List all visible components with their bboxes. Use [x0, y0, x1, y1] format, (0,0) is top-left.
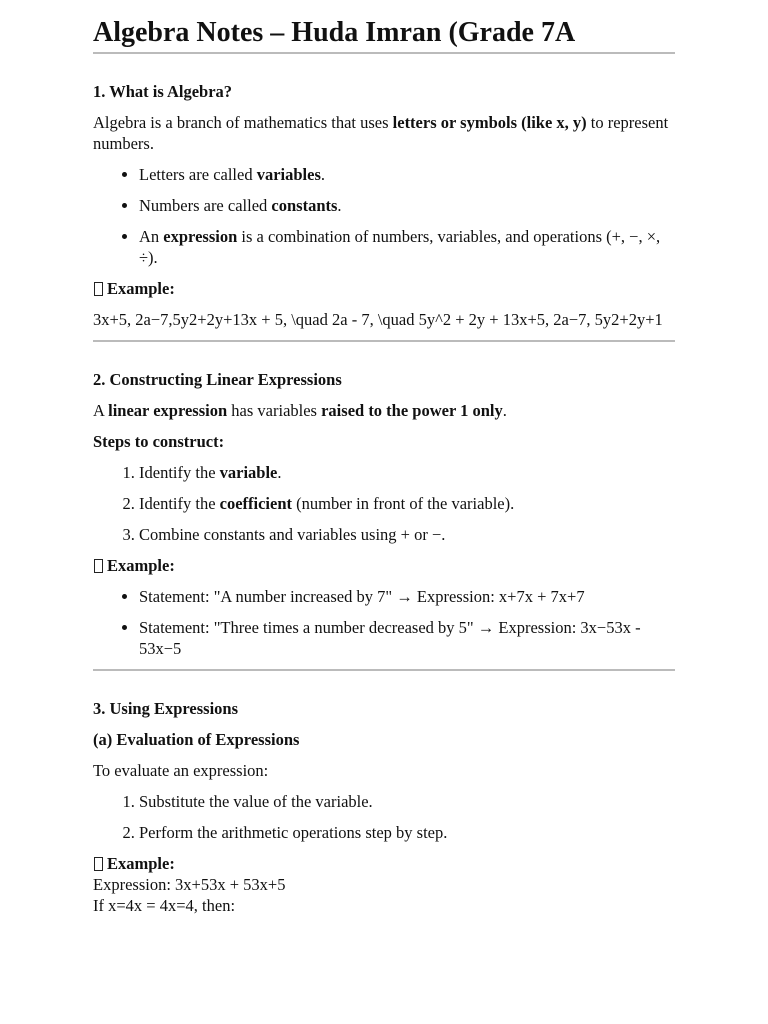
construct-steps-list — [93, 462, 675, 545]
algebra-terms-list — [93, 164, 675, 268]
section-divider — [93, 669, 675, 671]
list-item: • Letters are called variables. — [139, 164, 675, 185]
evaluation-intro: To evaluate an expression: — [93, 761, 269, 780]
example-label: Example: — [93, 555, 675, 576]
section-heading-linear-expressions: 2. Constructing Linear Expressions — [93, 370, 342, 389]
statement-examples-list — [93, 586, 675, 659]
example-label: Example: — [93, 853, 675, 874]
steps-label: Steps to construct: — [93, 432, 225, 451]
example-expressions: 3x+5, 2a−7,5y2+2y+13x + 5, \quad 2a - 7, \quad 5y^2 + 2y + 13x+5, 2a−7, 5y2+2y+1 — [93, 310, 663, 329]
linear-expression-definition: A linear expression has variables raised to the power 1 only. — [93, 401, 507, 420]
section-heading-using-expressions: 3. Using Expressions — [93, 699, 239, 718]
example-substitution-line: If x=4x = 4x=4, then: — [93, 896, 236, 915]
section-heading-what-is-algebra: 1. What is Algebra? — [93, 82, 233, 101]
list-item: 1. Substitute the value of the variable. — [139, 791, 675, 812]
example-expression-line: Expression: 3x+53x + 53x+5 — [93, 875, 286, 894]
missing-glyph-icon — [94, 857, 103, 871]
page-title: Algebra Notes – Huda Imran (Grade 7A — [93, 16, 675, 54]
list-item: • Statement: "Three times a number decreased by 5" → Expression: 3x−53x - 53x−5 — [139, 617, 675, 659]
missing-glyph-icon — [94, 282, 103, 296]
evaluation-steps-list — [93, 791, 675, 843]
sub-heading-evaluation: (a) Evaluation of Expressions — [93, 730, 300, 749]
list-item: • An expression is a combination of numbers, variables, and operations (+, −, ×, ÷). — [139, 226, 675, 268]
missing-glyph-icon — [94, 559, 103, 573]
arrow-right-icon: → — [396, 587, 413, 606]
list-item: 2. Perform the arithmetic operations step by step. — [139, 822, 675, 843]
document-page — [93, 0, 675, 916]
list-item: 1. Identify the variable. — [139, 462, 675, 483]
arrow-right-icon: → — [477, 618, 495, 637]
example-label: Example: — [93, 278, 675, 299]
list-item: • Statement: "A number increased by 7" → Expression: x+7x + 7x+7 — [139, 586, 675, 607]
list-item: • Numbers are called constants. — [139, 195, 675, 216]
algebra-definition: Algebra is a branch of mathematics that uses letters or symbols (like x, y) to represent numbers. — [93, 113, 669, 153]
list-item: 3. Combine constants and variables using + or −. — [139, 524, 675, 545]
list-item: 2. Identify the coefficient (number in front of the variable). — [139, 493, 675, 514]
section-divider — [93, 340, 675, 342]
